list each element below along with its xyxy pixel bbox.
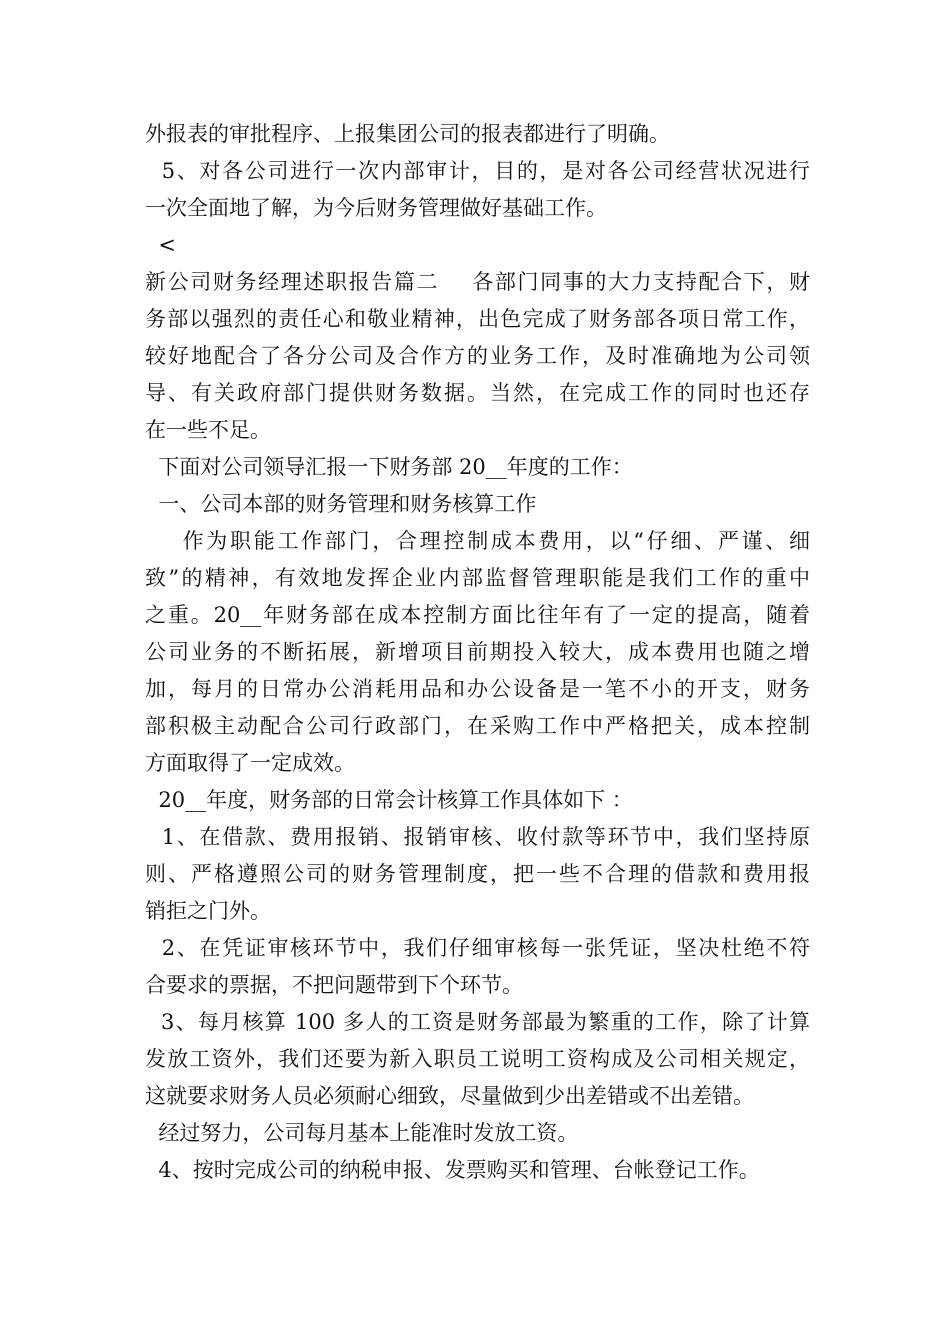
text-line: <: [145, 233, 176, 257]
text-line: 这就要求财务人员必须耐心细致，尽量做到少出差错或不出差错。: [145, 1084, 754, 1108]
text-line: 合要求的票据，不把问题带到下个环节。: [145, 973, 523, 997]
text-line: 公司业务的不断拓展，新增项目前期投入较大，成本费用也随之增: [145, 640, 810, 664]
subheading-line: 一、公司本部的财务管理和财务核算工作: [145, 492, 537, 516]
document-body: [145, 116, 810, 1189]
text-line: 发放工资外，我们还要为新入职员工说明工资构成及公司相关规定，: [145, 1047, 810, 1071]
text-line: 较好地配合了各分公司及合作方的业务工作，及时准确地为公司领: [145, 344, 810, 368]
text-line: 20__年度，财务部的日常会计核算工作具体如下 ：: [145, 788, 633, 812]
text-line: 下面对公司领导汇报一下财务部 20__年度的工作：: [145, 455, 633, 479]
text-line: 务部以强烈的责任心和敬业精神，出色完成了财务部各项日常工作，: [145, 307, 810, 331]
text-line: 销拒之门外。: [145, 899, 271, 923]
text-line: 部积极主动配合公司行政部门，在采购工作中严格把关，成本控制: [145, 714, 810, 738]
text-line: 经过努力，公司每月基本上能准时发放工资。: [145, 1121, 579, 1145]
text-line: 1、在借款、费用报销、报销审核、收付款等环节中，我们坚持原: [145, 825, 810, 849]
text-line: 5、对各公司进行一次内部审计，目的，是对各公司经营状况进行: [145, 159, 810, 183]
text-line: 2、在凭证审核环节中，我们仔细审核每一张凭证，坚决杜绝不符: [145, 936, 810, 960]
text-line: 导、有关政府部门提供财务数据。当然，在完成工作的同时也还存: [145, 381, 810, 405]
text-line: 在一些不足。: [145, 418, 271, 442]
text-line: 作为职能工作部门，合理控制成本费用，以“仔细、严谨、细: [145, 529, 810, 553]
text-line: 致”的精神，有效地发挥企业内部监督管理职能是我们工作的重中: [145, 566, 810, 590]
text-line: 外报表的审批程序、上报集团公司的报表都进行了明确。: [145, 122, 670, 146]
section-heading-line: 新公司财务经理述职报告篇二 各部门同事的大力支持配合下，财: [145, 270, 810, 294]
text-line: 一次全面地了解，为今后财务管理做好基础工作。: [145, 196, 607, 220]
text-line: 方面取得了一定成效。: [145, 751, 355, 775]
text-line: 加，每月的日常办公消耗用品和办公设备是一笔不小的开支，财务: [145, 677, 810, 701]
text-line: 之重。20__年财务部在成本控制方面比往年有了一定的提高，随着: [145, 603, 810, 627]
text-line: 4、按时完成公司的纳税申报、发票购买和管理、台帐登记工作。: [145, 1158, 760, 1182]
text-line: 则、严格遵照公司的财务管理制度，把一些不合理的借款和费用报: [145, 862, 810, 886]
text-line: 3、每月核算 100 多人的工资是财务部最为繁重的工作，除了计算: [145, 1010, 810, 1034]
